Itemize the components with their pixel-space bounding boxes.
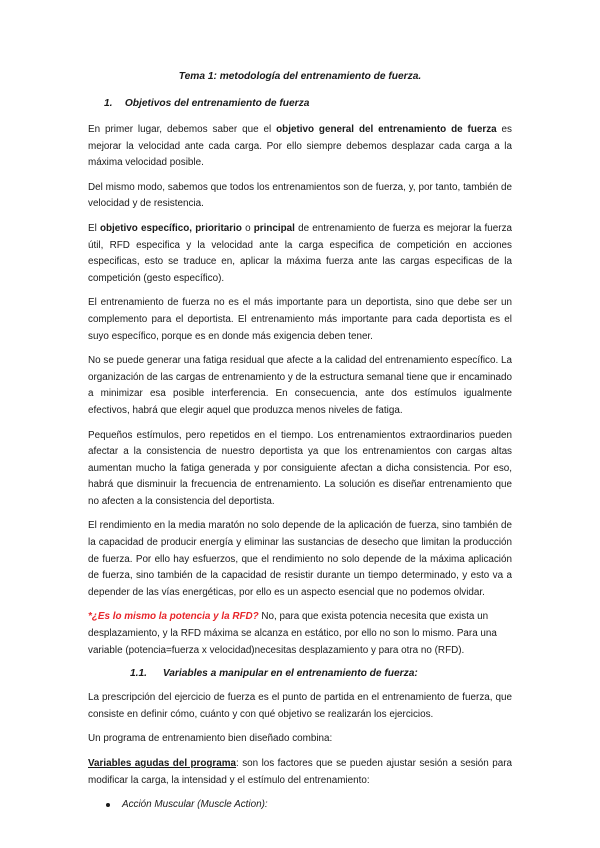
list-item: Acción Muscular (Muscle Action): [106, 797, 512, 814]
highlighted-question: *¿Es lo mismo la potencia y la RFD? [88, 611, 259, 623]
paragraph-complemento: El entrenamiento de fuerza no es el más importante para un deportista, sino que debe ser un complemento para el deportista. El entrenamiento más importante para cada deportista es el suyo específico, porque es en donde más exigencia deben tener. [88, 297, 512, 342]
bold-term: objetivo específico, prioritario [99, 222, 242, 234]
paragraph-objetivo-especifico [88, 221, 512, 287]
text-run: : son los factores que se pueden ajustar sesión a sesión para modificar la carga, la intensidad y el estímulo del entrenamiento: [88, 758, 512, 786]
paragraph-potencia-rfd [88, 609, 512, 659]
bold-term: principal [253, 222, 295, 234]
text-run: El [88, 222, 100, 234]
text-run: o [241, 222, 254, 234]
text-run: No, para que exista potencia necesita que exista un desplazamiento, y la RFD máxima se alcanza en estático, por ello no son lo mismo. Para una variable (potencia=fuerza x velocidad)necesitas desplazamiento y para otra no (RFD). [88, 611, 497, 656]
section-number: 1.1. [130, 668, 147, 680]
paragraph-media-maraton: El rendimiento en la media maratón no solo depende de la aplicación de fuerza, sino también de la capacidad de producir energía y eliminar las sustancias de desecho que limitan la producción de fuerza. Por ello hay esfuerzos, que el rendimiento no solo depende de la máxima aplicación de fuerza, sino también de la capacidad de resistir durante un tiempo determinado, y esto va a depender de las vías energéticas, por ello es un aspecto esencial que no podemos olvidar. [88, 520, 512, 598]
section-title: Variables a manipular en el entrenamiento de fuerza: [162, 668, 418, 680]
paragraph-velocidad-resistencia: Del mismo modo, sabemos que todos los entrenamientos son de fuerza, y, por tanto, también de velocidad y de resistencia. [88, 181, 512, 210]
paragraph-variables-agudas [88, 756, 512, 789]
paragraph-pequenos-estimulos: Pequeños estímulos, pero repetidos en el tiempo. Los entrenamientos extraordinarios pueden afectar a la consistencia de nuestro deportista ya que los entrenamientos con cargas altas aumentan mucho la fatiga generada y por consiguiente afectan a dicha consistencia. Por eso, habrá que disminuir la frecuencia de entrenamiento. La solución es diseñar entrenamiento que no afecten a la consistencia del deportista. [88, 429, 512, 507]
section-heading-1 [88, 97, 512, 110]
text-run: de entrenamiento de fuerza es mejorar la fuerza útil, RFD especifica y la velocidad ante la carga especifica de competición en acciones especificas, esto se traduce en, aplicar la máxima fuerza ante las cargas especificas de la competición (gesto específico). [88, 222, 512, 284]
section-heading-1-1 [88, 667, 512, 680]
section-number: 1. [104, 98, 113, 109]
text-run: es mejorar la velocidad ante cada carga. Por ello siempre debemos desplazar cada carga a la máxima velocidad posible. [88, 124, 512, 169]
paragraph-fatiga-residual: No se puede generar una fatiga residual que afecte a la calidad del entrenamiento específico. La organización de las cargas de entrenamiento y de la estructura semanal tiene que ir encaminado a minimizar esa posible interferencia. En consecuencia, ante dos estímulos igualmente efectivos, habrá que elegir aquel que produzca menos niveles de fatiga. [88, 355, 512, 416]
bullet-list [88, 797, 512, 814]
bold-term: objetivo general del entrenamiento de fuerza [276, 124, 497, 135]
paragraph-programa: Un programa de entrenamiento bien diseñado combina: [88, 733, 333, 745]
paragraph-prescripcion: La prescripción del ejercicio de fuerza es el punto de partida en el entrenamiento de fuerza, que consiste en definir cómo, cuánto y con qué objetivo se realizarán los ejercicios. [88, 692, 512, 720]
text-run: En primer lugar, debemos saber que el [88, 124, 277, 135]
section-title: Objetivos del entrenamiento de fuerza [124, 98, 310, 109]
document-title: Tema 1: metodología del entrenamiento de fuerza. [178, 71, 422, 82]
paragraph-objetivo-general [88, 122, 512, 172]
underlined-term: Variables agudas del programa [88, 758, 237, 769]
